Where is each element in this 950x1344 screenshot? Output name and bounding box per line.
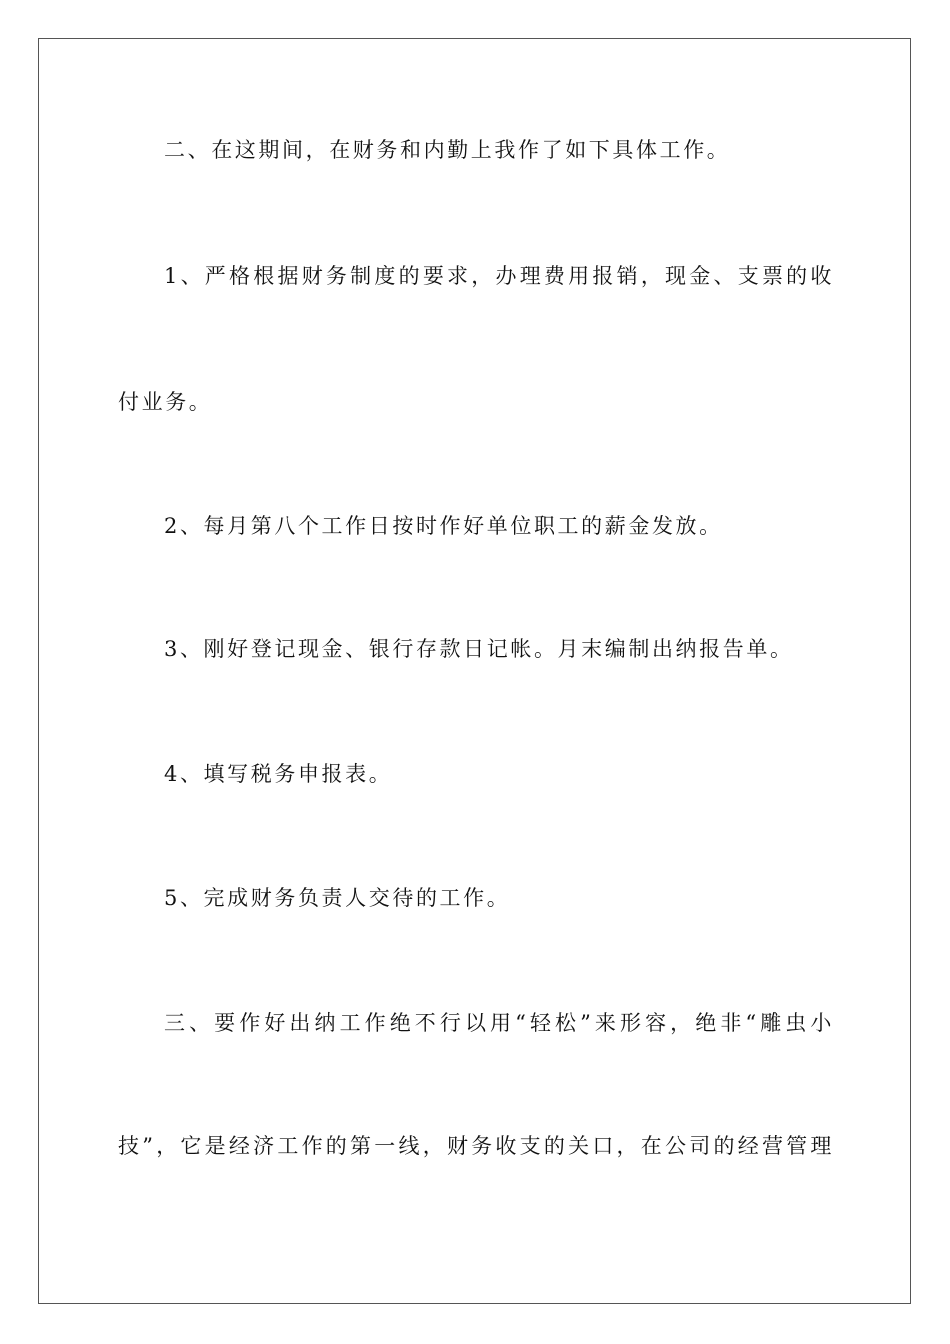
paragraph-section-two-heading: 二、在这期间，在财务和内勤上我作了如下具体工作。 (164, 138, 731, 162)
paragraph-item-1-line-2: 付业务。 (118, 390, 213, 414)
paragraph-item-5: 5、完成财务负责人交待的工作。 (164, 886, 511, 910)
paragraph-item-4: 4、填写税务申报表。 (164, 762, 393, 786)
paragraph-item-3: 3、刚好登记现金、银行存款日记帐。月末编制出纳报告单。 (164, 637, 794, 661)
paragraph-section-three-line-1: 三、要作好出纳工作绝不行以用“轻松”来形容，绝非“雕虫小 (164, 1011, 834, 1035)
paragraph-section-three-line-2: 技”，它是经济工作的第一线，财务收支的关口，在公司的经营管理 (118, 1134, 834, 1158)
page-border (38, 38, 911, 1304)
paragraph-item-2: 2、每月第八个工作日按时作好单位职工的薪金发放。 (164, 514, 723, 538)
paragraph-item-1-line-1: 1、严格根据财务制度的要求，办理费用报销，现金、支票的收 (164, 264, 834, 288)
